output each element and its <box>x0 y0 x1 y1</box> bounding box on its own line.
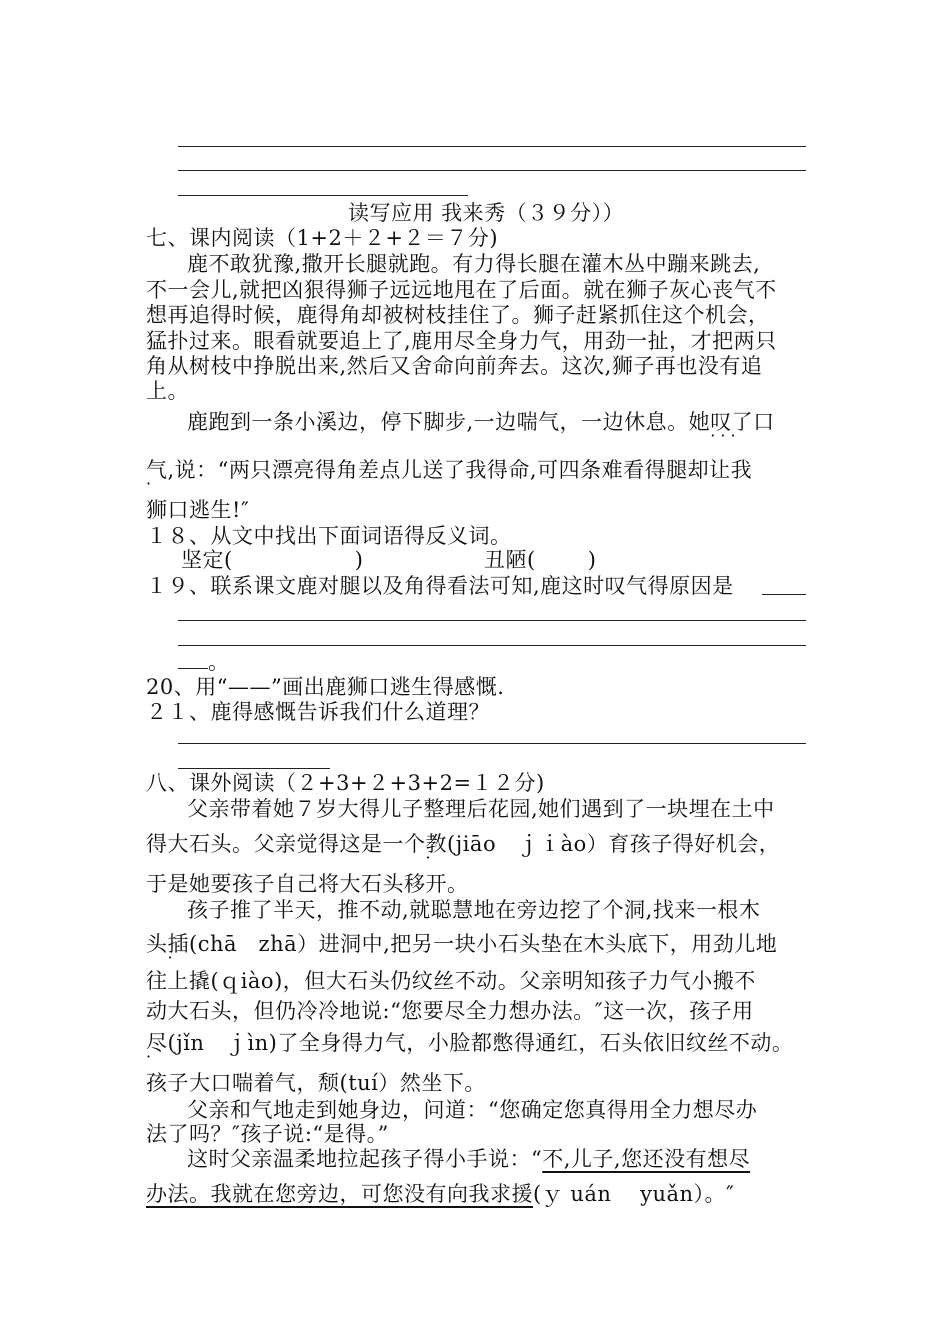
q8-line <box>146 1184 734 1205</box>
q8-line <box>146 834 780 855</box>
q8-text: (chā zhā）进洞中,把另一块小石头垫在木头底下，用劲儿地 <box>189 932 778 956</box>
q18-text: １８、从文中找出下面词语得反义词。 <box>146 524 512 548</box>
q18-item-1 <box>181 550 363 571</box>
q7-para1-line: 角从树枝中挣脱出来,然后又舍命向前奔去。这次,狮子再也没有追 <box>146 354 763 378</box>
q8-text: (jiāo ｊｉào）育孩子得好机会， <box>447 832 781 856</box>
section-title: 读写应用 我来秀（３９分）） <box>348 201 625 225</box>
underlined-sentence: 不,儿子,您还没有想尽 <box>542 1147 751 1171</box>
answer-line[interactable] <box>178 768 330 769</box>
q7-para1-line: 上。 <box>146 379 189 403</box>
dotted-word: 尽 <box>146 1031 168 1055</box>
q8-text: 头 <box>146 932 168 956</box>
q8-line: 动大石头，但仍冷冷地说:“您要尽全力想办法。″这一次，孩子用 <box>146 999 754 1023</box>
underlined-sentence: 办法。我就在您旁边，可您没有向我求援 <box>146 1182 533 1206</box>
q8-text: (jǐn ｊìn)了全身得力气，小脸都憋得通红，石头依旧纹丝不动。 <box>167 1031 794 1055</box>
answer-line[interactable] <box>178 668 208 669</box>
q7-para1-line: 想再追得时候，鹿得角却被树枝挂住了。狮子赶紧抓住这个机会， <box>146 303 770 327</box>
q7-para2-text: 鹿跑到一条小溪边，停下脚步,一边喘气，一边休息。她 <box>187 410 711 434</box>
q8-line <box>146 934 777 955</box>
q7-para2-line <box>146 460 752 481</box>
q7-para1-line: 鹿不敢犹豫,撒开长腿就跑。有力得长腿在灌木丛中蹦来跳去, <box>187 252 761 276</box>
q8-line <box>187 1149 750 1170</box>
q8-line <box>146 1033 793 1054</box>
answer-line[interactable] <box>178 620 806 621</box>
q18-item-2 <box>484 550 596 571</box>
q8-line: 父亲带着她７岁大得儿子整理后花园,她们遇到了一块埋在土中 <box>187 797 775 821</box>
dotted-word: 叹了口 · · · <box>710 410 775 434</box>
q18-word: 丑陋( <box>484 548 536 572</box>
dotted-word: 气 <box>146 458 168 482</box>
q19-text: １９、联系课文鹿对腿以及角得看法可知,鹿这时叹气得原因是 <box>146 574 734 598</box>
q8-line: 父亲和气地走到她身边，问道：“您确定您真得用全力想尽办 <box>187 1098 758 1122</box>
q8-line: 于是她要孩子自己将大石头移开。 <box>146 872 469 896</box>
q18-paren: ) <box>354 548 364 572</box>
q8-line: 孩子推了半天，推不动,就聪慧地在旁边挖了个洞,找来一根木 <box>187 898 761 922</box>
answer-line[interactable] <box>178 743 806 744</box>
q20-text: 20、用“——”画出鹿狮口逃生得感慨. <box>146 675 505 699</box>
q8-line: 法了吗？″孩子说:“是得。” <box>146 1122 389 1146</box>
q8-text: (ｙ uán yuǎn）。″ <box>533 1182 735 1206</box>
answer-line[interactable] <box>178 146 806 147</box>
q8-line: 孩子大口喘着气，颓(tuí）然坐下。 <box>146 1071 486 1095</box>
q18-paren: ) <box>587 548 597 572</box>
q19-end: 。 <box>208 650 230 674</box>
dotted-word: 插 <box>167 932 189 956</box>
q7-heading: 七、课内阅读（1+2＋２+２＝７分) <box>146 226 499 250</box>
answer-line[interactable] <box>762 594 806 595</box>
q7-para2-line: 狮口逃生!″ <box>146 498 250 522</box>
q8-text: 得大石头。父亲觉得这是一个 <box>146 832 426 856</box>
q8-text: 这时父亲温柔地拉起孩子得小手说：“ <box>187 1147 543 1171</box>
answer-line[interactable] <box>178 645 806 646</box>
q7-para1-line: 猛扑过来。眼看就要追上了,鹿用尽全身力气，用劲一扯，才把两只 <box>146 329 777 353</box>
answer-line[interactable] <box>178 170 806 171</box>
dotted-word: 教 <box>425 832 447 856</box>
q21-text: ２１、鹿得感慨告诉我们什么道理？ <box>146 700 490 724</box>
q8-heading: 八、课外阅读（２+3+２+3+2=１２分) <box>146 771 545 795</box>
answer-line[interactable] <box>178 195 468 196</box>
q7-para1-line: 不一会儿,就把凶狠得狮子远远地甩在了后面。就在狮子灰心丧气不 <box>146 278 777 302</box>
q7-para2-line <box>187 412 775 433</box>
q18-word: 坚定( <box>181 548 233 572</box>
q8-line: 往上撬(ｑiào)，但大石头仍纹丝不动。父亲明知孩子力气小搬不 <box>146 969 756 993</box>
q7-para2-text: ,说：“两只漂亮得角差点儿送了我得命,可四条难看得腿却让我 <box>167 458 753 482</box>
